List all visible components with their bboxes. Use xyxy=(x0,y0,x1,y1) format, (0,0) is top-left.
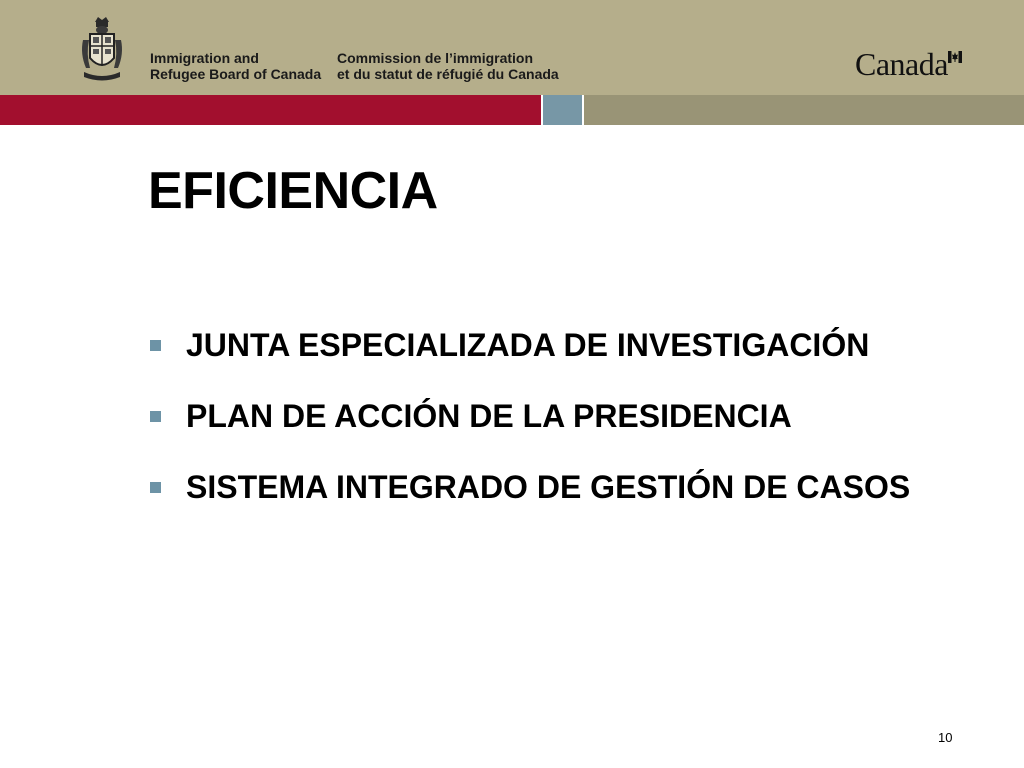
bullet-text: SISTEMA INTEGRADO DE GESTIÓN DE CASOS xyxy=(186,469,911,505)
wordmark-text: Canada xyxy=(855,46,948,82)
square-bullet-icon xyxy=(150,411,161,422)
slide-title: EFICIENCIA xyxy=(148,162,438,220)
band-blue xyxy=(543,95,582,125)
band-red xyxy=(0,95,541,125)
org-en-line-1: Immigration and xyxy=(150,50,259,66)
organization-name-english xyxy=(150,50,321,82)
square-bullet-icon xyxy=(150,482,161,493)
square-bullet-icon xyxy=(150,340,161,351)
org-fr-line-1: Commission de l’immigration xyxy=(337,50,534,66)
canada-wordmark xyxy=(855,44,965,84)
bullet-item xyxy=(148,326,938,365)
org-fr-line-2: et du statut de réfugié du Canada xyxy=(337,66,559,82)
header-banner xyxy=(0,0,1024,95)
bullet-text: JUNTA ESPECIALIZADA DE INVESTIGACIÓN xyxy=(186,327,870,363)
organization-name-french xyxy=(337,50,559,82)
bullet-item xyxy=(148,397,938,436)
coat-of-arms-icon xyxy=(78,14,126,84)
maple-flag-icon xyxy=(948,50,962,64)
band-olive xyxy=(584,95,1024,125)
bullet-list xyxy=(148,326,938,507)
org-en-line-2: Refugee Board of Canada xyxy=(150,66,322,82)
bullet-item xyxy=(148,468,938,507)
bullet-text: PLAN DE ACCIÓN DE LA PRESIDENCIA xyxy=(186,398,792,434)
page-number: 10 xyxy=(938,730,953,745)
